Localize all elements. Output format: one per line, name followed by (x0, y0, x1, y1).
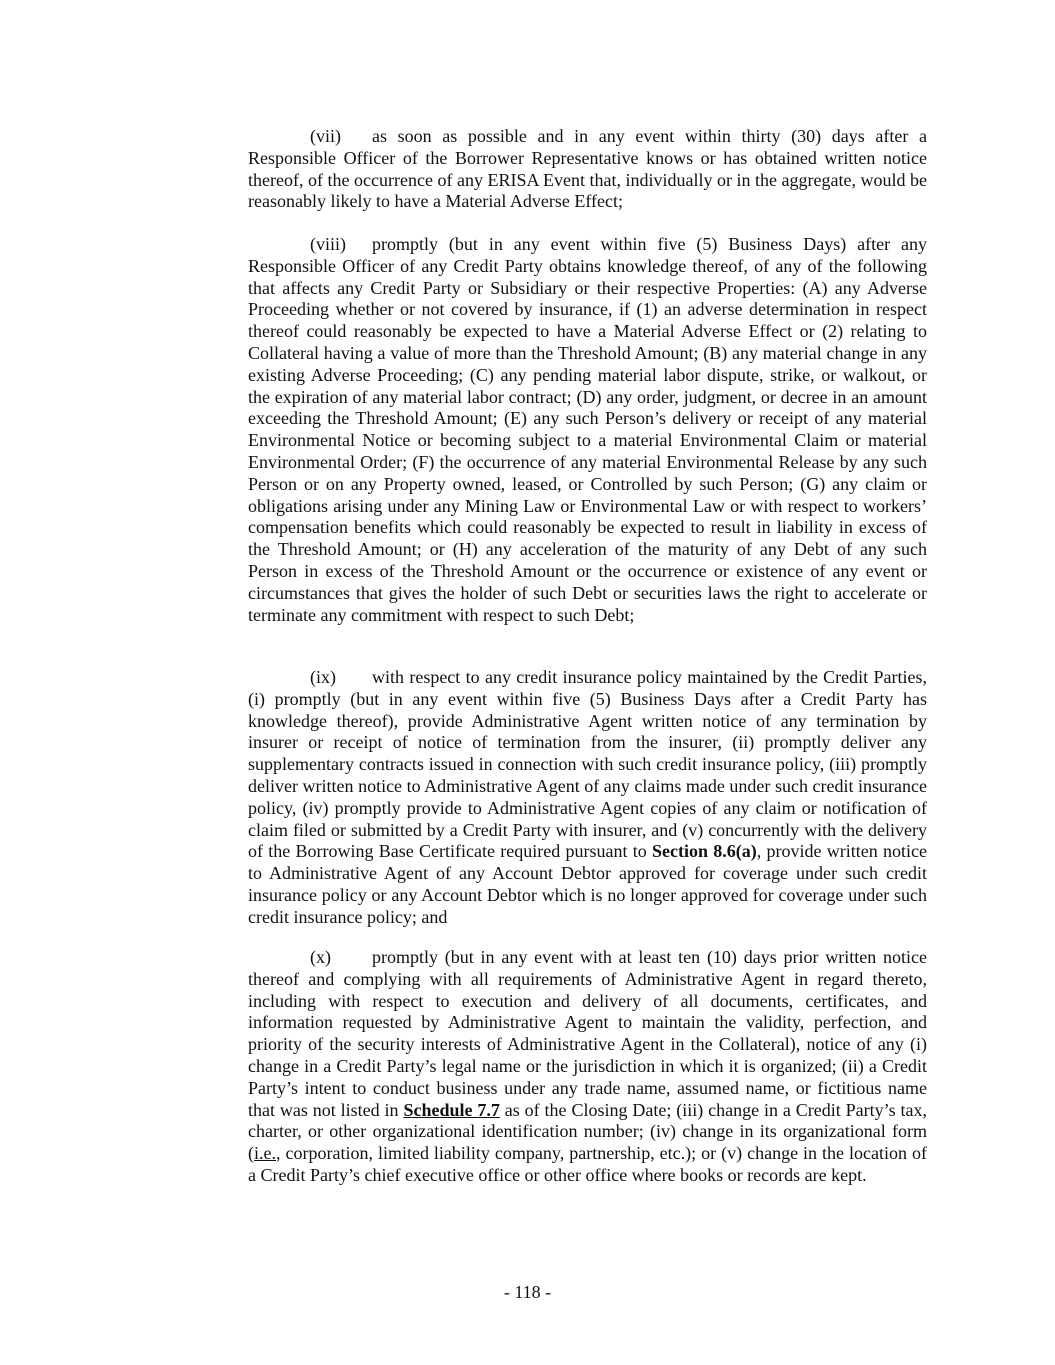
paragraph-ix (248, 667, 927, 929)
paragraph-text: with respect to any credit insurance policy maintained by the Credit Parties, (i) promptly (but in any event within five (5) Business Days after a Credit Party has knowledge thereof), provide Administrative Agent written notice of any termination by insurer or receipt of notice of termination from the insurer, (ii) promptly deliver any supplementary contracts issued in connection with such credit insurance policy, (iii) promptly deliver written notice to Administrative Agent of any claims made under such credit insurance policy, (iv) promptly provide to Administrative Agent copies of any claim or notification of claim filed or submitted by a Credit Party with insurer, and (v) concurrently with the delivery of the Borrowing Base Certificate required pursuant to (248, 667, 927, 862)
page-number: - 118 - (503, 1282, 552, 1302)
paragraph-text-continued: , provide written notice to Administrative Agent of any Account Debtor approved for coverage under such credit insurance policy or any Account Debtor which is no longer approved for coverage under such credit insurance policy; and (248, 841, 927, 927)
paragraph-x (248, 947, 927, 1187)
paragraph-text-end: , corporation, limited liability company, partnership, etc.); or (v) change in the location of a Credit Party’s chief executive office or other office where books or records are kept. (248, 1143, 927, 1185)
paragraph-vii (248, 126, 927, 213)
paragraph-text: as soon as possible and in any event within thirty (30) days after a Responsible Officer of the Borrower Representative knows or has obtained written notice thereof, of the occurrence of any ERISA Event that, individually or in the aggregate, would be reasonably likely to have a Material Adverse Effect; (248, 126, 927, 212)
paragraph-number: (vii) (310, 126, 341, 146)
schedule-reference: Schedule 7.7 (403, 1099, 500, 1120)
paragraph-text: promptly (but in any event with at least ten (10) days prior written notice thereof and complying with all requirements of Administrative Agent in regard thereto, including with respect to execution and delivery of all documents, certificates, and information requested by Administrative Agent to maintain the validity, perfection, and priority of the security interests of Administrative Agent in the Collateral), notice of any (i) change in a Credit Party’s legal name or the jurisdiction in which it is organized; (ii) a Credit Party’s intent to conduct business under any trade name, assumed name, or fictitious name that was not listed in (248, 947, 927, 1120)
paragraph-number: (viii) (310, 234, 346, 254)
section-reference: Section 8.6(a) (652, 841, 757, 862)
paragraph-viii (248, 234, 927, 626)
paragraph-text-continued: as of the Closing Date; (iii) change in a Credit Party’s tax, charter, or other organizational identification number; (iv) change in its organizational form ( (248, 1099, 928, 1164)
paragraph-text: promptly (but in any event within five (5) Business Days) after any Responsible Officer of any Credit Party obtains knowledge thereof, of any of the following that affects any Credit Party or Subsidiary or their respective Properties: (A) any Adverse Proceeding whether or not covered by insurance, if (1) an adverse determination in respect thereof could reasonably be expected to have a Material Adverse Effect or (2) relating to Collateral having a value of more than the Threshold Amount; (B) any material change in any existing Adverse Proceeding; (C) any pending material labor dispute, strike, or walkout, or the expiration of any material labor contract; (D) any order, judgment, or decree in an amount exceeding the Threshold Amount; (E) any such Person’s delivery or receipt of any material Environmental Notice or becoming subject to a material Environmental Claim or material Environmental Order; (F) the occurrence of any material Environmental Release by any such Person or on any Property owned, leased, or Controlled by such Person; (G) any claim or obligations arising under any Mining Law or Environmental Law or with respect to workers’ compensation benefits which could reasonably be expected to result in liability in excess of the Threshold Amount; or (H) any acceleration of the maturity of any Debt of any such Person in excess of the Threshold Amount or the occurrence or existence of any event or circumstances that gives the holder of such Debt or securities laws the right to accelerate or terminate any commitment with respect to such Debt; (248, 234, 927, 625)
paragraph-number: (x) (310, 947, 331, 967)
paragraph-number: (ix) (310, 667, 336, 687)
ie-abbreviation: i.e. (254, 1143, 276, 1164)
